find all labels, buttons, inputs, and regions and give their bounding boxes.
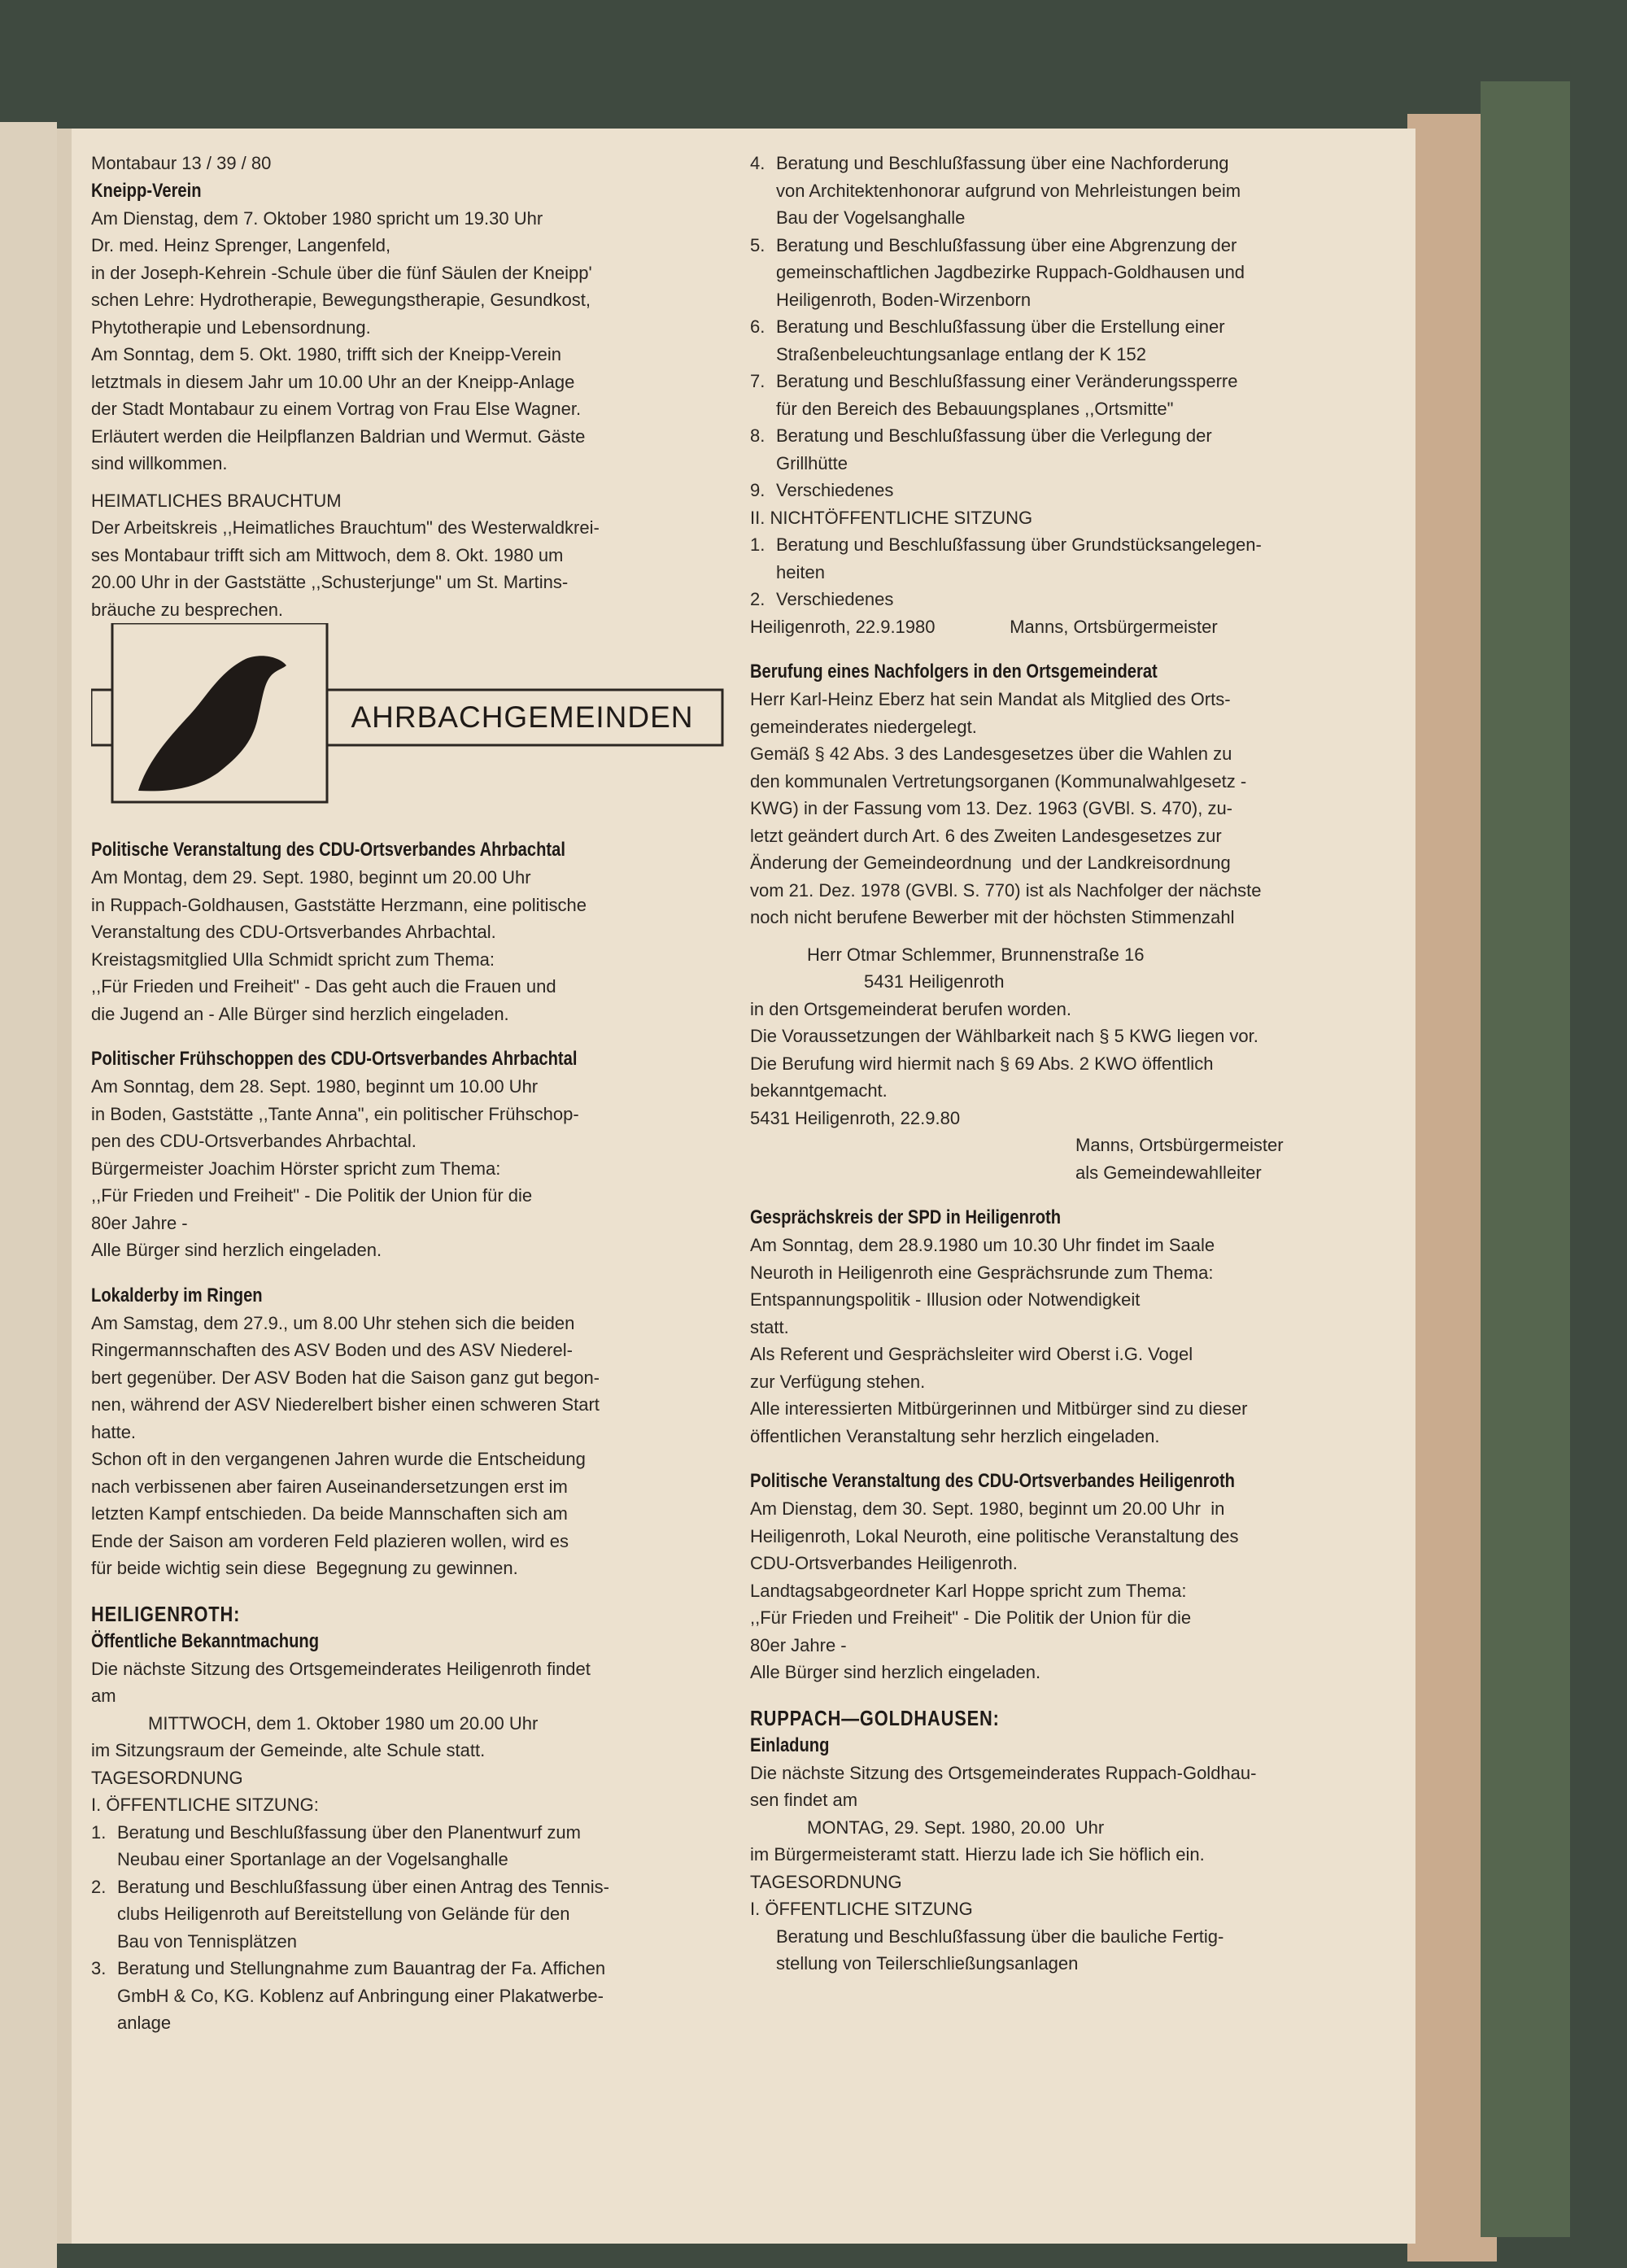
fruehschoppen-line: Bürgermeister Joachim Hörster spricht zum Thema: [91, 1158, 501, 1179]
cdu-ahrbachtal-line: ,,Für Frieden und Freiheit" - Das geht auch die Frauen und [91, 976, 556, 997]
fruehschoppen-title: Politischer Frühschoppen des CDU-Ortsverbandes Ahrbachtal [91, 1048, 578, 1070]
agenda-item-line: gemeinschaftlichen Jagdbezirke Ruppach-Goldhausen und [776, 262, 1245, 282]
agenda-item-line: clubs Heiligenroth auf Bereitstellung von Gelände für den [117, 1904, 570, 1924]
berufung-signature-name: Manns, Ortsbürgermeister [1075, 1135, 1284, 1155]
heiligenroth-intro-line: am [91, 1686, 116, 1706]
agenda-item-line: Beratung und Beschlußfassung über den Planentwurf zum [117, 1821, 581, 1843]
agenda-item-line: Beratung und Beschlußfassung einer Veränderungssperre [776, 371, 1238, 391]
berufung-line: Die Voraussetzungen der Wählbarkeit nach § 5 KWG liegen vor. [750, 1026, 1258, 1046]
cdu-heiligenroth-line: Am Dienstag, dem 30. Sept. 1980, beginnt um 20.00 Uhr in [750, 1498, 1225, 1519]
berufung-line: Gemäß § 42 Abs. 3 des Landesgesetzes über die Wahlen zu [750, 744, 1232, 764]
agenda-item [750, 477, 1425, 504]
berufung-signature-role: als Gemeindewahlleiter [1075, 1162, 1262, 1183]
agenda-item [750, 586, 1425, 613]
lokalderby-title: Lokalderby im Ringen [91, 1284, 263, 1306]
berufung-title: Berufung eines Nachfolgers in den Ortsgemeinderat [750, 661, 1158, 683]
kneipp-line: letztmals in diesem Jahr um 10.00 Uhr an der Kneipp-Anlage [91, 371, 575, 392]
lokalderby-article [91, 1282, 742, 1582]
lokalderby-line: für beide wichtig sein diese Begegnung zu gewinnen. [91, 1558, 518, 1578]
ruppach-notice-title: Einladung [750, 1734, 830, 1756]
lokalderby-line: Am Samstag, dem 27.9., um 8.00 Uhr stehen sich die beiden [91, 1312, 575, 1333]
agenda-item-number: 1. [91, 1821, 107, 1843]
cdu-heiligenroth-title: Politische Veranstaltung des CDU-Ortsverbandes Heiligenroth [750, 1470, 1235, 1492]
heiligenroth-notice [91, 1600, 742, 2037]
issue-header: Montabaur 13 / 39 / 80 [91, 153, 272, 173]
agenda-item-line: Bau der Vogelsanghalle [776, 207, 966, 228]
kneipp-line: Am Dienstag, dem 7. Oktober 1980 spricht um 19.30 Uhr [91, 207, 543, 229]
heiligenroth-place-heading: HEILIGENROTH: [91, 1601, 241, 1626]
agenda-item-number: 2. [750, 589, 766, 609]
lokalderby-line: nach verbissenen aber fairen Auseinandersetzungen erst im [91, 1476, 568, 1497]
agenda-item-number: 3. [91, 1958, 107, 1978]
agenda-item-number: 2. [91, 1876, 107, 1897]
kneipp-line: Am Sonntag, dem 5. Okt. 1980, trifft sich der Kneipp-Verein [91, 344, 562, 364]
kneipp-line: in der Joseph-Kehrein -Schule über die fünf Säulen der Kneipp' [91, 262, 592, 283]
brauchtum-title: HEIMATLICHES BRAUCHTUM [91, 490, 342, 511]
agenda-item [91, 1819, 742, 1873]
agenda-item-line: anlage [117, 2013, 172, 2033]
private-session-title: II. NICHTÖFFENTLICHE SITZUNG [750, 507, 1033, 528]
cdu-heiligenroth-line: CDU-Ortsverbandes Heiligenroth. [750, 1553, 1018, 1573]
lokalderby-line: letzten Kampf entschieden. Da beide Mannschaften sich am [91, 1503, 568, 1524]
lokalderby-line: bert gegenüber. Der ASV Boden hat die Saison ganz gut begon- [91, 1367, 600, 1388]
spd-line: Neuroth in Heiligenroth eine Gesprächsrunde zum Thema: [750, 1262, 1214, 1283]
book-cover [1481, 81, 1570, 2237]
agenda-item-number: 7. [750, 371, 766, 391]
spd-line: Entspannungspolitik - Illusion oder Notwendigkeit [750, 1289, 1141, 1310]
berufung-line: Änderung der Gemeindeordnung und der Landkreisordnung [750, 853, 1231, 873]
cdu-heiligenroth-line: 80er Jahre - [750, 1634, 847, 1655]
agenda-signature: Heiligenroth, 22.9.1980 Manns, Ortsbürgermeister [750, 616, 1218, 637]
cdu-ahrbachtal-line: Am Montag, dem 29. Sept. 1980, beginnt um 20.00 Uhr [91, 867, 531, 888]
brauchtum-line: 20.00 Uhr in der Gaststätte ,,Schusterjunge" um St. Martins- [91, 572, 569, 592]
spd-line: zur Verfügung stehen. [750, 1371, 926, 1392]
ruppach-intro-line: sen findet am [750, 1790, 858, 1810]
fruehschoppen-article [91, 1045, 742, 1264]
berufung-line: gemeinderates niedergelegt. [750, 716, 977, 737]
spd-line: statt. [750, 1316, 789, 1337]
agenda-item-line: Straßenbeleuchtungsanlage entlang der K 152 [776, 343, 1147, 364]
agenda-item-line: Bau von Tennisplätzen [117, 1930, 297, 1952]
berufung-line: Herr Karl-Heinz Eberz hat sein Mandat als Mitglied des Orts- [750, 689, 1231, 709]
spd-line: Als Referent und Gesprächsleiter wird Oberst i.G. Vogel [750, 1344, 1193, 1364]
spd-line: Alle interessierten Mitbürgerinnen und Mitbürger sind zu dieser [750, 1398, 1248, 1419]
agenda-item-number: 1. [750, 534, 766, 555]
agenda-item-line: von Architektenhonorar aufgrund von Mehrleistungen beim [776, 180, 1241, 201]
brauchtum-line: ses Montabaur trifft sich am Mittwoch, dem 8. Okt. 1980 um [91, 544, 564, 565]
cdu-heiligenroth-line: Alle Bürger sind herzlich eingeladen. [750, 1662, 1041, 1682]
cdu-heiligenroth-article [750, 1468, 1425, 1686]
agenda-item [91, 1955, 742, 2037]
agenda-item-line: Heiligenroth, Boden-Wirzenborn [776, 289, 1032, 310]
kneipp-line: Phytotherapie und Lebensordnung. [91, 316, 371, 338]
agenda-item-line: Verschiedenes [776, 480, 894, 500]
heiligenroth-agenda-title: TAGESORDNUNG [91, 1767, 243, 1788]
ruppach-agenda-line: Beratung und Beschlußfassung über die bauliche Fertig- [776, 1926, 1224, 1947]
cdu-ahrbachtal-line: in Ruppach-Goldhausen, Gaststätte Herzmann, eine politische [91, 894, 587, 915]
lokalderby-line: hatte. [91, 1421, 137, 1442]
cdu-heiligenroth-line: Heiligenroth, Lokal Neuroth, eine politische Veranstaltung des [750, 1525, 1239, 1546]
fruehschoppen-line: 80er Jahre - [91, 1212, 188, 1233]
lokalderby-line: Schon oft in den vergangenen Jahren wurde die Entscheidung [91, 1449, 586, 1469]
berufung-line: KWG) in der Fassung vom 13. Dez. 1963 (GVBl. S. 470), zu- [750, 798, 1233, 818]
kneipp-line: der Stadt Montabaur zu einem Vortrag von Frau Else Wagner. [91, 399, 582, 419]
berufung-line: in den Ortsgemeinderat berufen worden. [750, 998, 1072, 1019]
successor-city: 5431 Heiligenroth [864, 971, 1005, 992]
heiligenroth-place-line: im Sitzungsraum der Gemeinde, alte Schule statt. [91, 1740, 486, 1760]
agenda-item-line: Beratung und Stellungnahme zum Bauantrag der Fa. Affichen [117, 1958, 606, 1978]
spd-title: Gesprächskreis der SPD in Heiligenroth [750, 1206, 1062, 1228]
kneipp-line: sind willkommen. [91, 453, 228, 473]
agenda-item-line: Neubau einer Sportanlage an der Vogelsanghalle [117, 1849, 508, 1869]
cdu-ahrbachtal-line: Veranstaltung des CDU-Ortsverbandes Ahrbachtal. [91, 922, 496, 942]
fruehschoppen-line: in Boden, Gaststätte ,,Tante Anna", ein politischer Frühschop- [91, 1103, 579, 1124]
heiligenroth-agenda-continued [750, 150, 1425, 640]
berufung-line: vom 21. Dez. 1978 (GVBl. S. 770) ist als Nachfolger der nächste [750, 879, 1262, 901]
heiligenroth-date-line: MITTWOCH, dem 1. Oktober 1980 um 20.00 Uhr [148, 1712, 539, 1734]
spd-article [750, 1204, 1425, 1450]
agenda-item-number: 9. [750, 480, 766, 500]
agenda-item-number: 6. [750, 316, 766, 337]
heiligenroth-intro-line: Die nächste Sitzung des Ortsgemeinderates Heiligenroth findet [91, 1658, 591, 1679]
lokalderby-line: nen, während der ASV Niederelbert bisher einen schweren Start [91, 1394, 600, 1415]
berufung-line: letzt geändert durch Art. 6 des Zweiten Landesgesetzes zur [750, 825, 1222, 846]
agenda-item-line: Beratung und Beschlußfassung über die Verlegung der [776, 425, 1212, 446]
agenda-item [750, 313, 1425, 368]
agenda-item-line: Grillhütte [776, 452, 848, 473]
agenda-item [750, 422, 1425, 477]
brauchtum-line: bräuche zu besprechen. [91, 599, 284, 620]
ruppach-place-heading: RUPPACH—GOLDHAUSEN: [750, 1705, 1000, 1730]
fruehschoppen-line: pen des CDU-Ortsverbandes Ahrbachtal. [91, 1131, 417, 1151]
fruehschoppen-line: Alle Bürger sind herzlich eingeladen. [91, 1240, 382, 1260]
kneipp-article [91, 177, 742, 478]
ruppach-agenda-title: TAGESORDNUNG [750, 1871, 902, 1892]
berufung-line: den kommunalen Vertretungsorganen (Kommunalwahlgesetz - [750, 770, 1247, 792]
agenda-item [750, 531, 1425, 586]
heiligenroth-notice-title: Öffentliche Bekanntmachung [91, 1629, 320, 1652]
ruppach-notice [750, 1704, 1425, 1978]
ruppach-agenda-line: stellung von Teilerschließungsanlagen [776, 1953, 1079, 1974]
kneipp-line: schen Lehre: Hydrotherapie, Bewegungstherapie, Gesundkost, [91, 290, 591, 310]
fruehschoppen-line: ,,Für Frieden und Freiheit" - Die Politik der Union für die [91, 1185, 533, 1206]
berufung-line: noch nicht berufene Bewerber mit der höchsten Stimmenzahl [750, 907, 1235, 927]
cdu-ahrbachtal-line: die Jugend an - Alle Bürger sind herzlich eingeladen. [91, 1003, 509, 1024]
agenda-item [750, 232, 1425, 314]
agenda-item [750, 150, 1425, 232]
newspaper-page [59, 138, 1409, 2221]
brauchtum-line: Der Arbeitskreis ,,Heimatliches Brauchtum" des Westerwaldkrei- [91, 517, 600, 538]
cdu-ahrbachtal-title: Politische Veranstaltung des CDU-Ortsverbandes Ahrbachtal [91, 839, 565, 861]
cdu-heiligenroth-line: Landtagsabgeordneter Karl Hoppe spricht zum Thema: [750, 1580, 1187, 1601]
spd-line: Am Sonntag, dem 28.9.1980 um 10.30 Uhr findet im Saale [750, 1235, 1215, 1255]
ahrbach-section-banner [91, 623, 742, 836]
berufung-line: 5431 Heiligenroth, 22.9.80 [750, 1107, 961, 1128]
ruppach-place-line: im Bürgermeisteramt statt. Hierzu lade ich Sie höflich ein. [750, 1844, 1205, 1865]
agenda-item-number: 5. [750, 234, 766, 255]
adjacent-page-edge [0, 122, 57, 2268]
agenda-item-line: Verschiedenes [776, 589, 894, 609]
spd-line: öffentlichen Veranstaltung sehr herzlich eingeladen. [750, 1425, 1160, 1446]
agenda-item-line: heiten [776, 561, 825, 582]
agenda-item-line: Beratung und Beschlußfassung über eine Nachforderung [776, 153, 1229, 173]
successor-name: Herr Otmar Schlemmer, Brunnenstraße 16 [807, 944, 1145, 965]
ruppach-public-session-title: I. ÖFFENTLICHE SITZUNG [750, 1899, 973, 1919]
agenda-item [91, 1873, 742, 1956]
right-column [750, 150, 1425, 1978]
kneipp-line: Dr. med. Heinz Sprenger, Langenfeld, [91, 235, 391, 255]
agenda-item-line: GmbH & Co, KG. Koblenz auf Anbringung einer Plakatwerbe- [117, 1985, 604, 2006]
heiligenroth-public-session-title: I. ÖFFENTLICHE SITZUNG: [91, 1795, 319, 1815]
section-banner-title: AHRBACHGEMEINDEN [351, 700, 694, 734]
left-column [91, 150, 742, 2037]
ruppach-intro-line: Die nächste Sitzung des Ortsgemeinderates Ruppach-Goldhau- [750, 1762, 1257, 1783]
agenda-item-number: 4. [750, 153, 766, 173]
cdu-ahrbachtal-article [91, 836, 742, 1027]
lokalderby-line: Ende der Saison am vorderen Feld plazieren wollen, wird es [91, 1530, 569, 1551]
ruppach-date-line: MONTAG, 29. Sept. 1980, 20.00 Uhr [807, 1817, 1105, 1838]
agenda-item-number: 8. [750, 425, 766, 446]
berufung-line: bekanntgemacht. [750, 1080, 888, 1101]
agenda-item-line: für den Bereich des Bebauungsplanes ,,Ortsmitte" [776, 398, 1174, 419]
berufung-article [750, 658, 1425, 1186]
lokalderby-line: Ringermannschaften des ASV Boden und des ASV Niederel- [91, 1340, 573, 1360]
berufung-line: Die Berufung wird hiermit nach § 69 Abs. 2 KWO öffentlich [750, 1053, 1214, 1074]
cdu-ahrbachtal-line: Kreistagsmitglied Ulla Schmidt spricht zum Thema: [91, 949, 495, 970]
kneipp-line: Erläutert werden die Heilpflanzen Baldrian und Wermut. Gäste [91, 425, 586, 447]
agenda-item-line: Beratung und Beschlußfassung über eine Abgrenzung der [776, 234, 1237, 255]
agenda-item-line: Beratung und Beschlußfassung über die Erstellung einer [776, 316, 1225, 337]
kneipp-title: Kneipp-Verein [91, 179, 202, 202]
fruehschoppen-line: Am Sonntag, dem 28. Sept. 1980, beginnt um 10.00 Uhr [91, 1076, 539, 1097]
brauchtum-article [91, 487, 742, 624]
agenda-item-line: Beratung und Beschlußfassung über einen Antrag des Tennis- [117, 1876, 609, 1897]
agenda-item [750, 368, 1425, 422]
agenda-item-line: Beratung und Beschlußfassung über Grundstücksangelegen- [776, 534, 1262, 555]
cdu-heiligenroth-line: ,,Für Frieden und Freiheit" - Die Politik der Union für die [750, 1607, 1192, 1628]
